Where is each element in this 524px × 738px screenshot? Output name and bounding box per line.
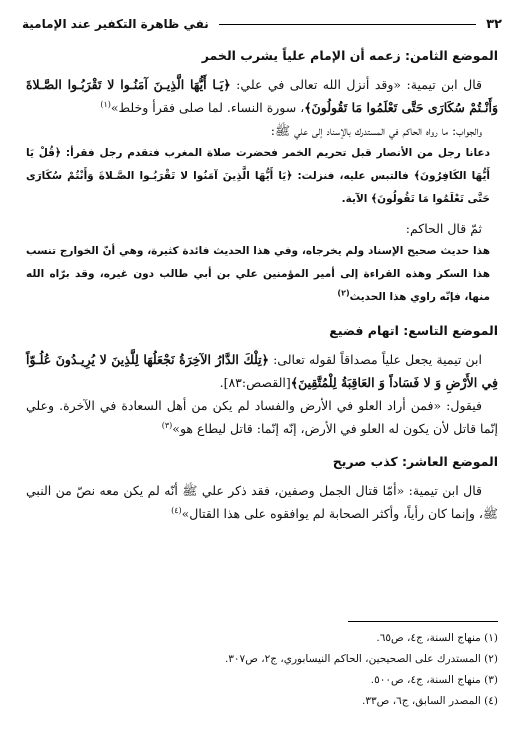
footnote-3: (٣) منهاج السنة، ج٤، ص٥٠٠. — [370, 674, 498, 686]
running-title: نفي ظاهرة التكفير عند الإمامية — [22, 17, 209, 31]
section9-verse: ﴿تِلْكَ الدَّارُ الآخِرَةُ نَجْعَلُهَا لِلَّذِينَ لا يُرِيـدُونَ عُلُـوّاً فِي الأَرْضِ وَ لا فَسَاداً وَ العَاقِبَةُ لِلْمُتَّقِينَ﴾ — [26, 352, 498, 390]
section9-verse-ref: [القصص:٨٣]. — [219, 375, 291, 390]
section9-quote — [26, 394, 498, 440]
page-number: ٣٢ — [486, 16, 502, 32]
hakim-quote-text: هذا حديث صحيح الإسناد ولم يخرجاه، وفي هذا الحديث فائدة كثيرة، وهي أنّ الخوارج تنسب هذا السكر وهذه القراءة إلى أمير المؤمنين علي بن أبي طالب دون غيره، وقد برّاه الله منها، فإنّه راوي هذا الحديث — [26, 245, 490, 303]
footnote-2: (٢) المستدرك على الصحيحين، الحاكم النيسابوري، ج٢، ص٣٠٧. — [224, 653, 498, 665]
footnotes — [26, 628, 498, 712]
section-heading-8: الموضع الثامن: زعمه أن الإمام علياً يشرب الخمر — [201, 48, 498, 63]
section10-paragraph — [26, 479, 498, 525]
footnote-ref-3: (٣) — [161, 420, 173, 430]
section9-paragraph — [26, 348, 498, 394]
footnote-ref-1: (١) — [100, 99, 111, 109]
header-rule — [219, 24, 476, 25]
page-header — [22, 14, 502, 34]
footnote-1: (١) منهاج السنة، ج٤، ص٦٥. — [376, 632, 498, 644]
section-heading-9: الموضع التاسع: اتهام فضيع — [329, 323, 498, 338]
hakim-quote — [26, 240, 490, 309]
footnote-4: (٤) المصدر السابق، ج٦، ص٣٣. — [362, 695, 498, 707]
section10-text: قال ابن تيمية: «أمّا قتال الجمل وصفين، فقد ذكر علي ﷺ أنّه لم يكن معه نصّ من النبي ﷺ، وإنما كان رأياً، وأكثر الصحابة لم يوافقوه على هذا القتال» — [26, 483, 498, 521]
footnote-rule — [348, 621, 498, 622]
claim-rest: ، سورة النساء. لما صلى فقرأ وخلط» — [110, 100, 305, 115]
section-heading-10: الموضع العاشر: كذب صريح — [332, 454, 498, 469]
hakim-intro: ثمّ قال الحاكم: — [405, 221, 482, 236]
footnote-ref-4: (٤) — [171, 505, 182, 515]
section9-quote-text: فيقول: «فمن أراد العلو في الأرض والفساد لم يكن من أهل السعادة في الآخرة. وعلي إنّما قاتل لأن يكون له العلو في الأرض، إنّه إنّما: قاتل ليطاع هو» — [26, 398, 498, 436]
answer-paragraph: والجواب: ما رواه الحاكم في المستدرك بالإسناد إلى علي ﷺ: — [270, 123, 482, 138]
main-text — [26, 44, 498, 525]
claim-intro: قال ابن تيمية: «وقد أنزل الله تعالى في علي: — [230, 77, 482, 92]
claim-paragraph — [26, 73, 498, 119]
narration-quote: دعانا رجل من الأنصار قبل تحريم الخمر فحضرت صلاة المغرب فتقدم رجل فقرأ: ﴿قُلْ يَا أَيُّهَا الكَافِرُونَ﴾ فالتبس عليه، فنزلت: ﴿يَا أَيُّهَا الَّذِينَ آمَنُوا لا تَقْرَبُـوا الصَّـلاةَ وَأَنْتُمْ سُكَارَى حَتَّى تَعْلَمُوا مَا تَقُولُونَ﴾ الآية. — [26, 147, 490, 205]
section9-intro: ابن تيمية يجعل علياً مصداقاً لقوله تعالى: — [268, 352, 482, 367]
claim-verse: ﴿يَـا أَيُّهَا الَّذِيـنَ آمَنُـوا لا تَقْرَبُـوا الصَّـلاةَ وَأَنْـتُمْ سُكَارَى حَتَّى تَعْلَمُوا مَا تَقُولُونَ﴾ — [26, 77, 498, 115]
footnote-ref-2: (٢) — [337, 288, 350, 298]
